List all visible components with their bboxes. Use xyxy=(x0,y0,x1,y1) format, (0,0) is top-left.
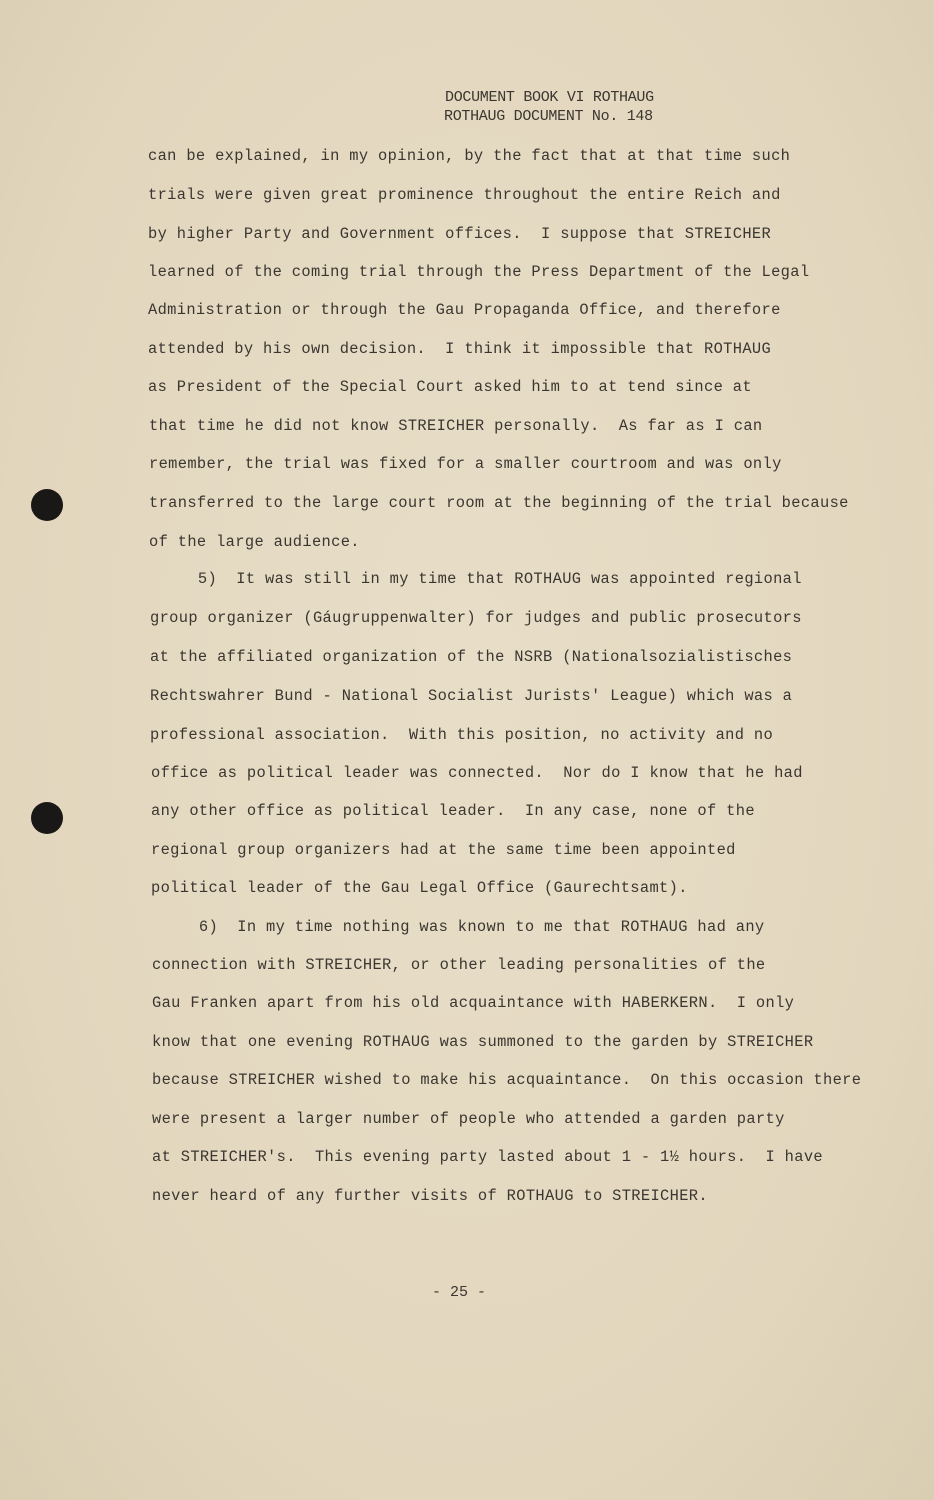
body-line: regional group organizers had at the same time been appointed xyxy=(151,841,736,859)
body-line: remember, the trial was fixed for a smaller courtroom and was only xyxy=(149,455,782,473)
punch-hole-icon xyxy=(31,489,63,521)
body-line: Administration or through the Gau Propaganda Office, and therefore xyxy=(148,301,781,319)
body-line: never heard of any further visits of ROTHAUG to STREICHER. xyxy=(152,1187,708,1205)
body-line: trials were given great prominence throughout the entire Reich and xyxy=(148,186,781,204)
body-line: any other office as political leader. In any case, none of the xyxy=(151,802,755,820)
body-line: know that one evening ROTHAUG was summoned to the garden by STREICHER xyxy=(152,1033,814,1051)
body-line: Gau Franken apart from his old acquaintance with HABERKERN. I only xyxy=(152,994,795,1012)
body-line: were present a larger number of people who attended a garden party xyxy=(152,1110,785,1128)
body-line: can be explained, in my opinion, by the fact that at that time such xyxy=(148,147,791,165)
body-line: learned of the coming trial through the Press Department of the Legal xyxy=(148,263,810,281)
body-line: as President of the Special Court asked him to at tend since at xyxy=(148,378,752,396)
body-line: Rechtswahrer Bund - National Socialist Jurists' League) which was a xyxy=(150,687,793,705)
body-line: at STREICHER's. This evening party lasted about 1 - 1½ hours. I have xyxy=(152,1148,824,1166)
body-line: by higher Party and Government offices. I suppose that STREICHER xyxy=(148,225,772,243)
body-line: transferred to the large court room at the beginning of the trial because xyxy=(149,494,849,512)
body-line: political leader of the Gau Legal Office (Gaurechtsamt). xyxy=(151,879,688,897)
body-line: connection with STREICHER, or other leading personalities of the xyxy=(152,956,766,974)
body-line: 6) In my time nothing was known to me that ROTHAUG had any xyxy=(151,918,765,936)
punch-hole-icon xyxy=(31,802,63,834)
body-line: because STREICHER wished to make his acquaintance. On this occasion there xyxy=(152,1071,862,1089)
body-line: office as political leader was connected. Nor do I know that he had xyxy=(151,764,803,782)
body-line: of the large audience. xyxy=(149,533,360,551)
body-line: 5) It was still in my time that ROTHAUG was appointed regional xyxy=(150,570,802,588)
body-line: that time he did not know STREICHER personally. As far as I can xyxy=(149,417,763,435)
body-line: attended by his own decision. I think it impossible that ROTHAUG xyxy=(148,340,772,358)
document-header-line-1: DOCUMENT BOOK VI ROTHAUG xyxy=(445,89,654,106)
document-header-line-2: ROTHAUG DOCUMENT No. 148 xyxy=(444,108,653,125)
body-line: at the affiliated organization of the NSRB (Nationalsozialistisches xyxy=(150,648,793,666)
body-line: professional association. With this position, no activity and no xyxy=(150,726,774,744)
page-number: - 25 - xyxy=(432,1284,487,1301)
body-line: group organizer (Gáugruppenwalter) for judges and public prosecutors xyxy=(150,609,802,627)
